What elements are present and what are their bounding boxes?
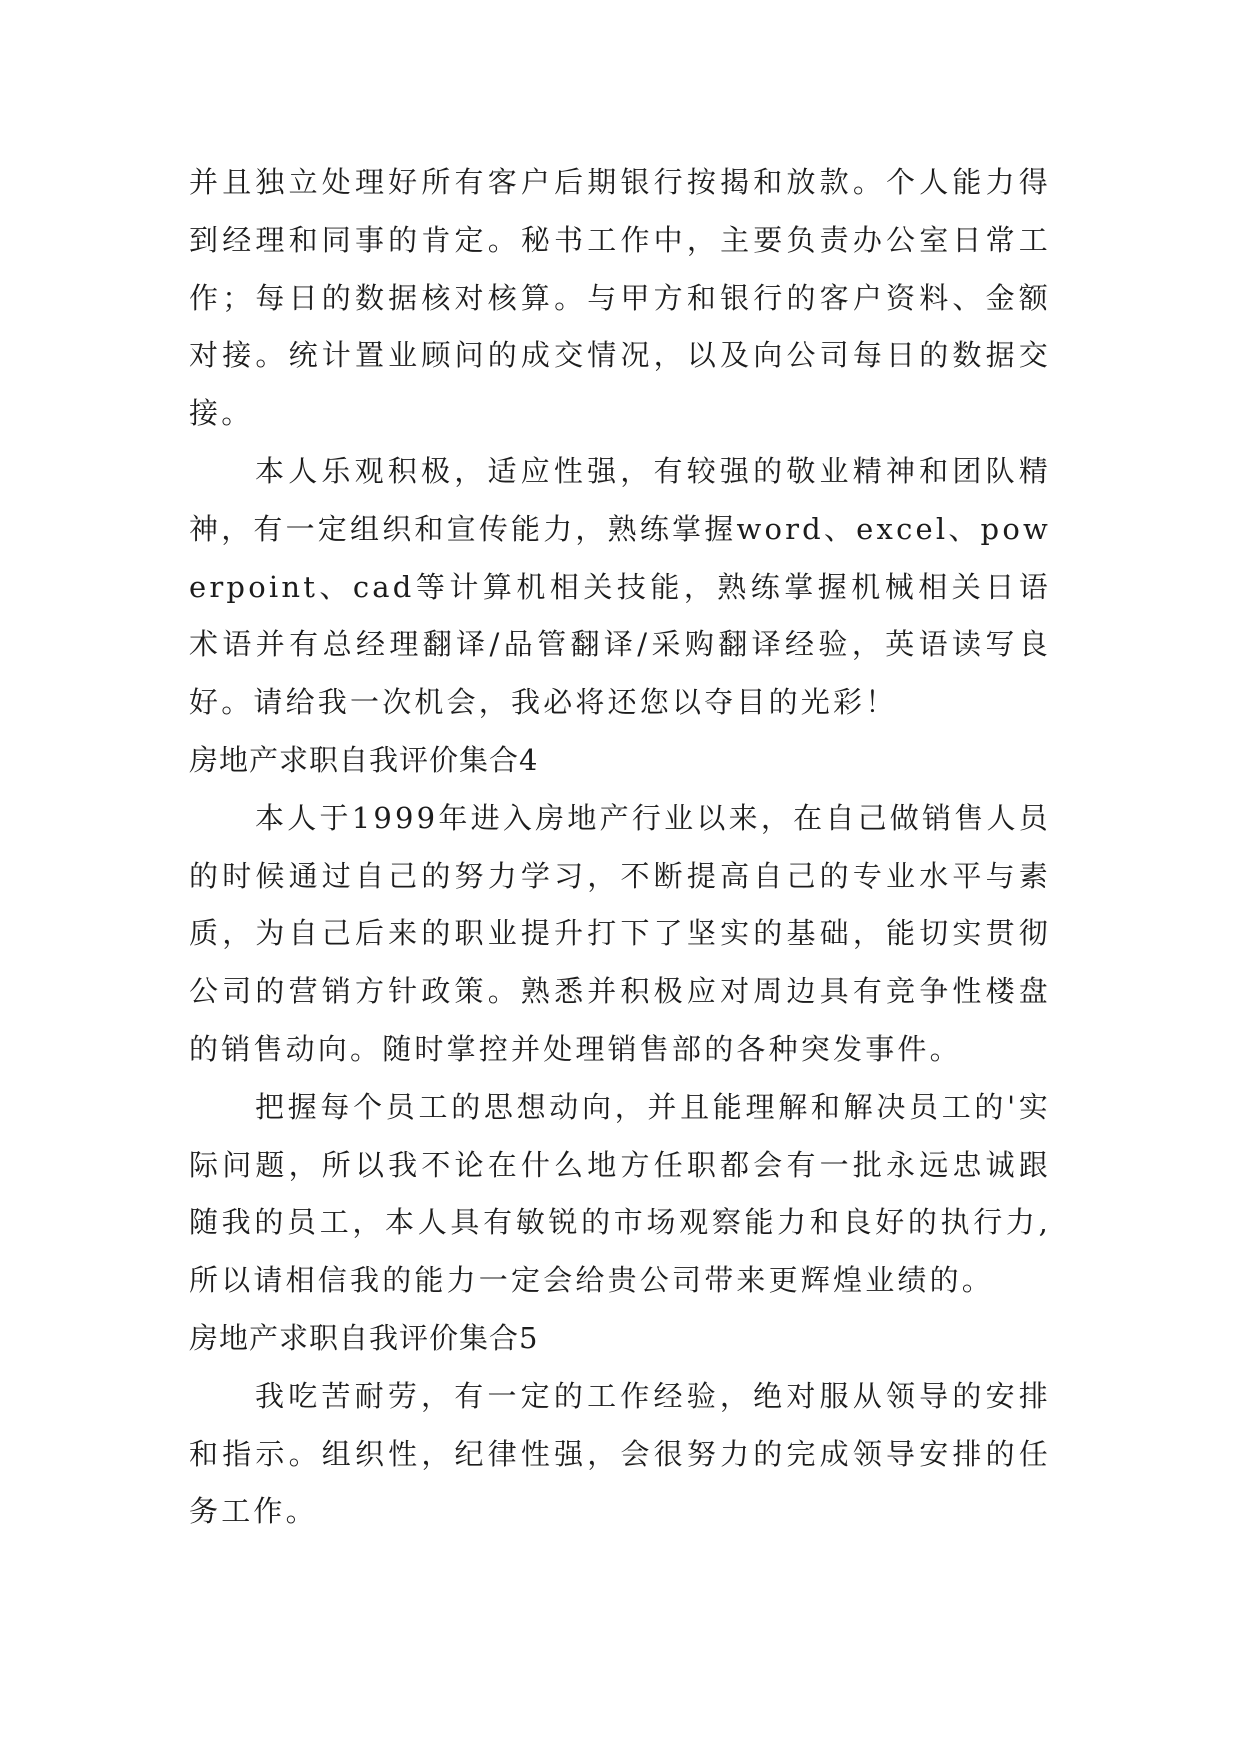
section-heading-4: 房地产求职自我评价集合4: [189, 742, 539, 777]
document-body: [189, 154, 1051, 1541]
paragraph-management: 把握每个员工的思想动向，并且能理解和解决员工的'实际问题，所以我不论在什么地方任职都会有一批永远忠诚跟随我的员工，本人具有敏锐的市场观察能力和良好的执行力,所以请相信我的能力一定会给贵公司带来更辉煌业绩的。: [189, 1089, 1051, 1298]
paragraph-self-assessment: 本人乐观积极，适应性强，有较强的敬业精神和团队精神，有一定组织和宣传能力，熟练掌握word、excel、powerpoint、cad等计算机相关技能，熟练掌握机械相关日语术语并有总经理翻译/品管翻译/采购翻译经验，英语读写良好。请给我一次机会，我必将还您以夺目的光彩！: [189, 453, 1051, 720]
paragraph-continuation: 并且独立处理好所有客户后期银行按揭和放款。个人能力得到经理和同事的肯定。秘书工作中，主要负责办公室日常工作；每日的数据核对核算。与甲方和银行的客户资料、金额对接。统计置业顾问的成交情况，以及向公司每日的数据交接。: [189, 165, 1051, 431]
paragraph-diligence: 我吃苦耐劳，有一定的工作经验，绝对服从领导的安排和指示。组织性，纪律性强，会很努力的完成领导安排的任务工作。: [189, 1378, 1051, 1529]
section-heading-5: 房地产求职自我评价集合5: [189, 1320, 539, 1355]
paragraph-experience: 本人于1999年进入房地产行业以来，在自己做销售人员的时候通过自己的努力学习，不断提高自己的专业水平与素质，为自己后来的职业提升打下了坚实的基础，能切实贯彻公司的营销方针政策。熟悉并积极应对周边具有竞争性楼盘的销售动向。随时掌控并处理销售部的各种突发事件。: [189, 800, 1051, 1066]
